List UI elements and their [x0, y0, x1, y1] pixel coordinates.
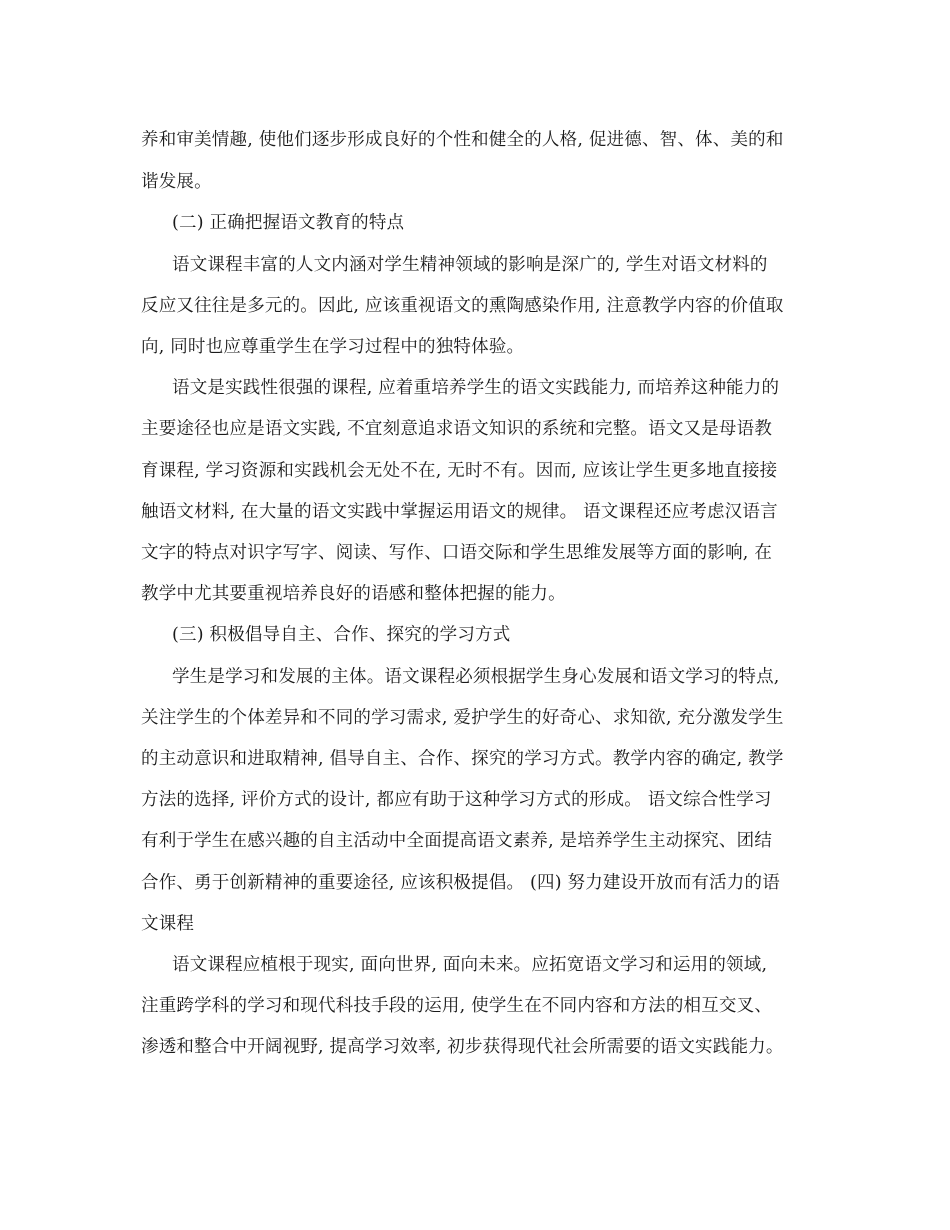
section-heading: (三) 积极倡导自主、合作、探究的学习方式 — [172, 625, 511, 645]
text-line: 谐发展。 — [141, 172, 212, 192]
text-line: 主要途径也应是语文实践, 不宜刻意追求语文知识的系统和完整。语文又是母语教 — [141, 419, 773, 439]
section-heading: (二) 正确把握语文教育的特点 — [172, 213, 405, 233]
text-line: 养和审美情趣, 使他们逐步形成良好的个性和健全的人格, 促进德、智、体、美的和 — [141, 130, 784, 150]
text-line: 注重跨学科的学习和现代科技手段的运用, 使学生在不同内容和方法的相互交叉、 — [141, 996, 773, 1016]
text-line: 文课程 — [141, 914, 195, 934]
text-line: 关注学生的个体差异和不同的学习需求, 爱护学生的好奇心、求知欲, 充分激发学生 — [141, 708, 784, 728]
paragraph-first-line: 语文是实践性很强的课程, 应着重培养学生的语文实践能力, 而培养这种能力的 — [172, 378, 780, 398]
text-line: 文字的特点对识字写字、阅读、写作、口语交际和学生思维发展等方面的影响, 在 — [141, 543, 773, 563]
text-line: 反应又往往是多元的。因此, 应该重视语文的熏陶感染作用, 注意教学内容的价值取 — [141, 296, 784, 316]
text-line: 有利于学生在感兴趣的自主活动中全面提高语文素养, 是培养学生主动探究、团结 — [141, 831, 773, 851]
text-line: 渗透和整合中开阔视野, 提高学习效率, 初步获得现代社会所需要的语文实践能力。 — [141, 1037, 784, 1057]
text-line: 教学中尤其要重视培养良好的语感和整体把握的能力。 — [141, 584, 566, 604]
text-line: 向, 同时也应尊重学生在学习过程中的独特体验。 — [141, 337, 525, 357]
text-line: 方法的选择, 评价方式的设计, 都应有助于这种学习方式的形成。 语文综合性学习 — [141, 790, 772, 810]
text-line: 的主动意识和进取精神, 倡导自主、合作、探究的学习方式。教学内容的确定, 教学 — [141, 749, 784, 769]
paragraph-first-line: 语文课程应植根于现实, 面向世界, 面向未来。应拓宽语文学习和运用的领域, — [172, 955, 768, 975]
paragraph-first-line: 学生是学习和发展的主体。语文课程必须根据学生身心发展和语文学习的特点, — [172, 667, 780, 687]
text-line: 触语文材料, 在大量的语文实践中掌握运用语文的规律。 语文课程还应考虑汉语言 — [141, 502, 778, 522]
text-line: 育课程, 学习资源和实践机会无处不在, 无时不有。因而, 应该让学生更多地直接接 — [141, 461, 778, 481]
text-line: 合作、勇于创新精神的重要途径, 应该积极提倡。 (四) 努力建设开放而有活力的语 — [141, 873, 780, 893]
paragraph-first-line: 语文课程丰富的人文内涵对学生精神领域的影响是深广的, 学生对语文材料的 — [172, 255, 768, 275]
